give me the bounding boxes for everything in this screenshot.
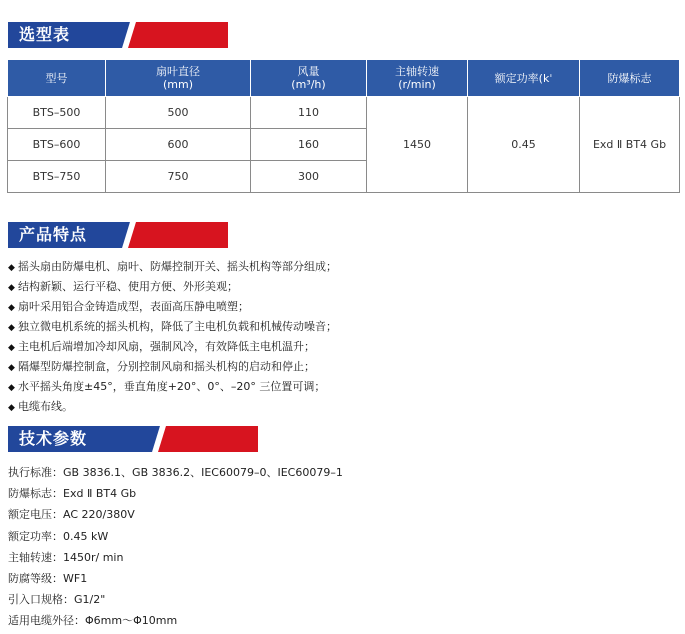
- table-header-row: [8, 60, 680, 97]
- header-model: 型号: [8, 60, 106, 97]
- list-item: ◆ 水平摇头角度±45°，垂直角度+20°、0°、–20° 三位置可调；: [8, 377, 337, 397]
- cell-diameter: 500: [106, 97, 251, 129]
- cell-model: BTS–600: [8, 129, 106, 161]
- param-row: [8, 505, 343, 526]
- param-label: 适用电缆外径：: [8, 614, 85, 628]
- cell-diameter: 600: [106, 129, 251, 161]
- param-value: WF1: [63, 571, 88, 585]
- param-row: [8, 463, 343, 484]
- section-banner-selection: [8, 22, 228, 48]
- param-value: G1/2": [74, 593, 106, 607]
- param-row: [8, 569, 343, 590]
- header-exmark: 防爆标志: [580, 60, 680, 97]
- cell-airflow: 160: [251, 129, 367, 161]
- section-banner-features: [8, 222, 228, 248]
- header-diameter: 扇叶直径 (mm): [106, 60, 251, 97]
- param-value: GB 3836.1、GB 3836.2、IEC60079–0、IEC60079–1: [63, 466, 343, 479]
- param-label: 防腐等级：: [8, 571, 63, 585]
- param-value: Exd Ⅱ BT4 Gb: [63, 487, 137, 501]
- list-item: ◆ 结构新颖、运行平稳、使用方便、外形美观；: [8, 277, 337, 297]
- tech-params: [8, 463, 343, 633]
- diamond-bullet-icon: ◆: [8, 263, 15, 273]
- diamond-bullet-icon: ◆: [8, 343, 15, 353]
- feature-list: [8, 257, 337, 417]
- param-row: [8, 527, 343, 548]
- diamond-bullet-icon: ◆: [8, 363, 15, 373]
- param-label: 主轴转速：: [8, 550, 63, 564]
- param-row: [8, 590, 343, 611]
- cell-airflow: 110: [251, 97, 367, 129]
- list-item: ◆ 摇头扇由防爆电机、扇叶、防爆控制开关、摇头机构等部分组成；: [8, 257, 337, 277]
- param-row: [8, 611, 343, 632]
- list-item: ◆ 电缆布线。: [8, 397, 337, 417]
- list-item: ◆ 隔爆型防爆控制盒，分别控制风扇和摇头机构的启动和停止；: [8, 357, 337, 377]
- cell-speed: 1450: [367, 97, 468, 193]
- header-speed: 主轴转速 (r/min): [367, 60, 468, 97]
- header-airflow: 风量 (m³/h): [251, 60, 367, 97]
- list-item: ◆ 主电机后端增加冷却风扇，强制风冷，有效降低主电机温升；: [8, 337, 337, 357]
- header-power: 额定功率(kˈ: [468, 60, 580, 97]
- param-label: 执行标准：: [8, 466, 63, 479]
- section-title-tech: 技术参数: [19, 429, 88, 448]
- diamond-bullet-icon: ◆: [8, 283, 15, 293]
- param-label: 防爆标志：: [8, 487, 63, 501]
- cell-diameter: 750: [106, 161, 251, 193]
- list-item: ◆ 扇叶采用铝合金铸造成型，表面高压静电喷塑；: [8, 297, 337, 317]
- table-row: [8, 97, 680, 129]
- section-title-selection: 选型表: [19, 25, 71, 44]
- section-title-features: 产品特点: [19, 225, 88, 244]
- cell-model: BTS–750: [8, 161, 106, 193]
- diamond-bullet-icon: ◆: [8, 323, 15, 333]
- param-label: 额定功率：: [8, 529, 63, 543]
- diamond-bullet-icon: ◆: [8, 383, 15, 393]
- cell-power: 0.45: [468, 97, 580, 193]
- cell-airflow: 300: [251, 161, 367, 193]
- cell-exmark: Exd Ⅱ BT4 Gb: [580, 97, 680, 193]
- list-item: ◆ 独立微电机系统的摇头机构，降低了主电机负载和机械传动噪音；: [8, 317, 337, 337]
- param-row: [8, 484, 343, 505]
- selection-table: [7, 59, 680, 193]
- section-banner-tech: [8, 426, 258, 452]
- param-label: 额定电压：: [8, 508, 63, 522]
- param-value: 0.45 kW: [63, 529, 109, 543]
- diamond-bullet-icon: ◆: [8, 303, 15, 313]
- diamond-bullet-icon: ◆: [8, 403, 15, 413]
- cell-model: BTS–500: [8, 97, 106, 129]
- param-row: [8, 548, 343, 569]
- param-label: 引入口规格：: [8, 593, 74, 607]
- param-value: Φ6mm～Φ10mm: [85, 614, 178, 628]
- param-value: 1450r/ min: [63, 550, 124, 564]
- param-value: AC 220/380V: [63, 508, 135, 522]
